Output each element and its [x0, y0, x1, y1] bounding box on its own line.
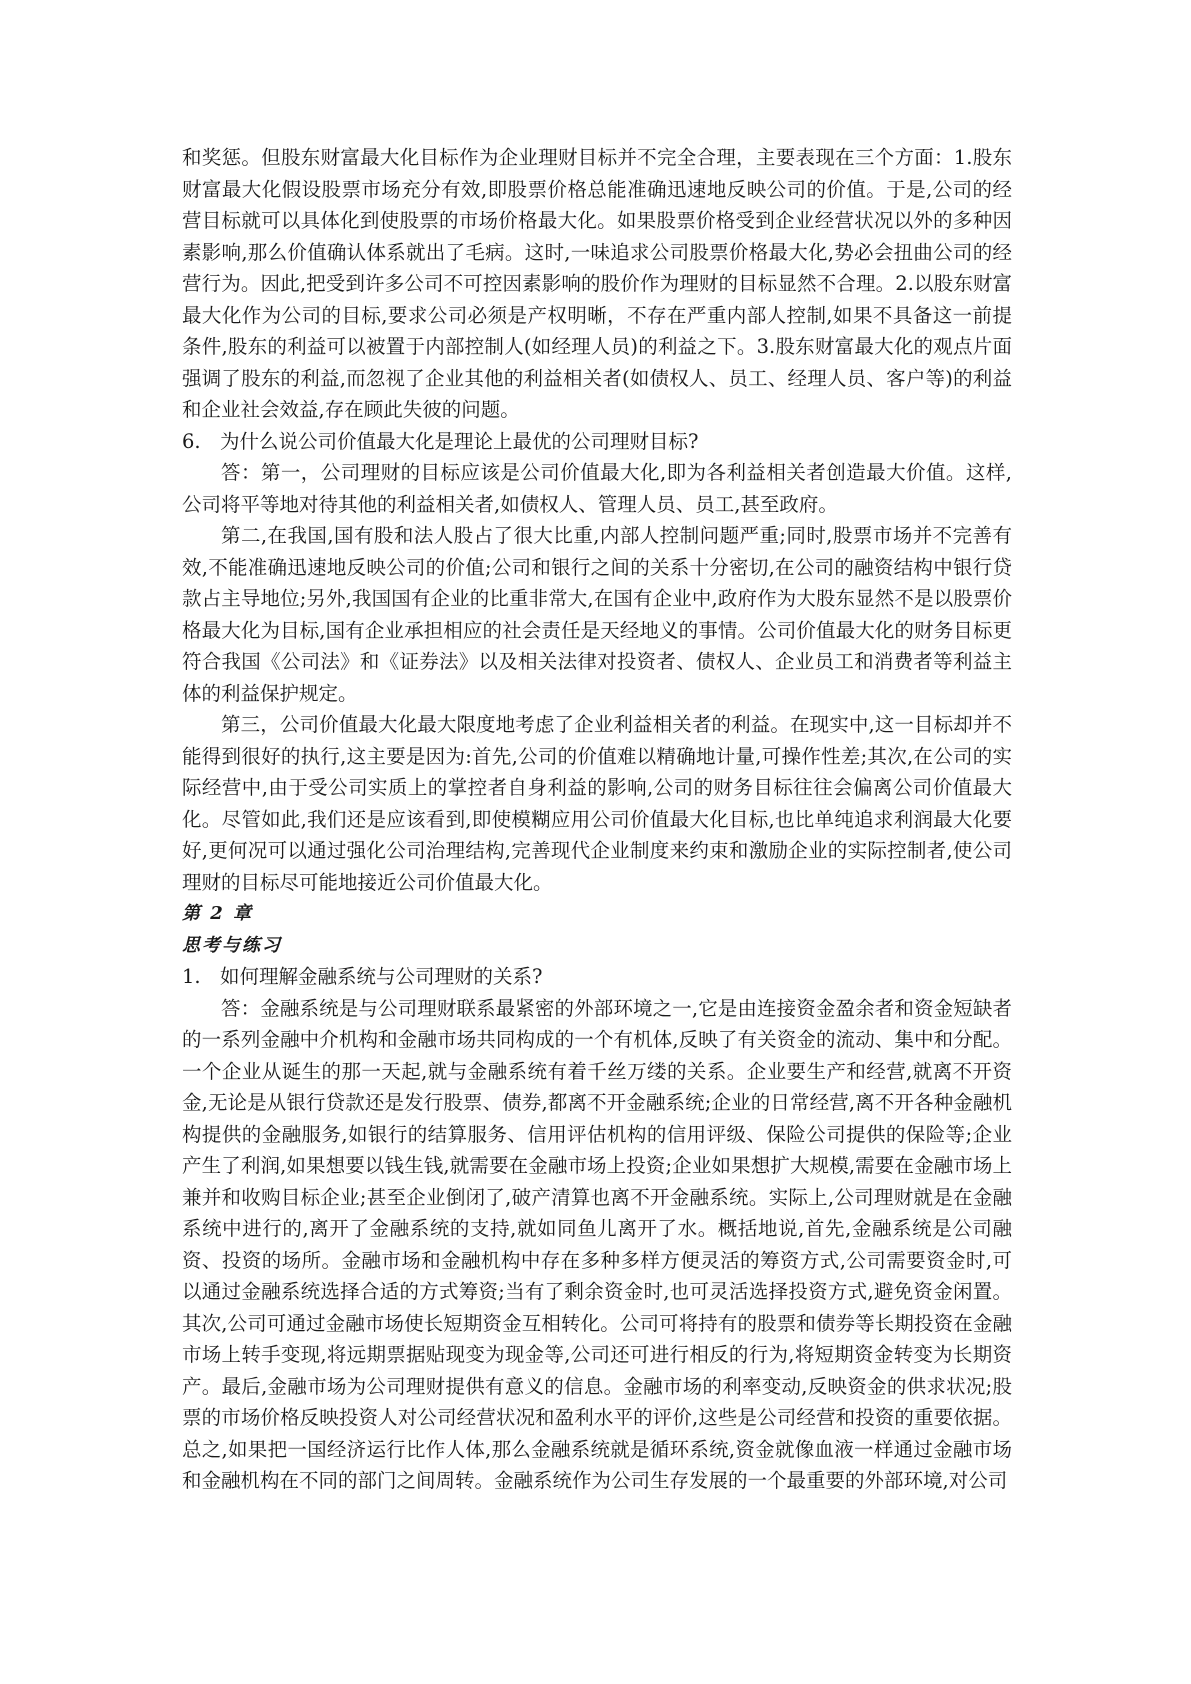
intro-paragraph: 和奖惩。但股东财富最大化目标作为企业理财目标并不完全合理，主要表现在三个方面：1.股东财富最大化假设股票市场充分有效,即股票价格总能准确迅速地反映公司的价值。于是,公司的经营目标就可以具体化到使股票的市场价格最大化。如果股票价格受到企业经营状况以外的多种因素影响,那么价值确认体系就出了毛病。这时,一味追求公司股票价格最大化,势必会扭曲公司的经营行为。因此,把受到许多公司不可控因素影响的股价作为理财的目标显然不合理。2.以股东财富最大化作为公司的目标,要求公司必须是产权明晰，不存在严重内部人控制,如果不具备这一前提条件,股东的利益可以被置于内部控制人(如经理人员)的利益之下。3.股东财富最大化的观点片面强调了股东的利益,而忽视了企业其他的利益相关者(如债权人、员工、经理人员、客户等)的利益和企业社会效益,存在顾此失彼的问题。 [182, 146, 1012, 421]
answer-1-paragraph-1: 答：金融系统是与公司理财联系最紧密的外部环境之一,它是由连接资金盈余者和资金短缺者的一系列金融中介机构和金融市场共同构成的一个有机体,反映了有关资金的流动、集中和分配。一个企业从诞生的那一天起,就与金融系统有着千丝万缕的关系。企业要生产和经营,就离不开资金,无论是从银行贷款还是发行股票、债券,都离不开金融系统;企业的日常经营,离不开各种金融机构提供的金融服务,如银行的结算服务、信用评估机构的信用评级、保险公司提供的保险等;企业产生了利润,如果想要以钱生钱,就需要在金融市场上投资;企业如果想扩大规模,需要在金融市场上兼并和收购目标企业;甚至企业倒闭了,破产清算也离不开金融系统。实际上,公司理财就是在金融系统中进行的,离开了金融系统的支持,就如同鱼儿离开了水。概括地说,首先,金融系统是公司融资、投资的场所。金融市场和金融机构中存在多种多样方便灵活的筹资方式,公司需要资金时,可以通过金融系统选择合适的方式筹资;当有了剩余资金时,也可灵活选择投资方式,避免资金闲置。其次,公司可通过金融市场使长短期资金互相转化。公司可将持有的股票和债券等长期投资在金融市场上转手变现,将远期票据贴现变为现金等,公司还可进行相反的行为,将短期资金转变为长期资产。最后,金融市场为公司理财提供有意义的信息。金融市场的利率变动,反映资金的供求状况;股票的市场价格反映投资人对公司经营状况和盈利水平的评价,这些是公司经营和投资的重要依据。总之,如果把一国经济运行比作人体,那么金融系统就是循环系统,资金就像血液一样通过金融市场和金融机构在不同的部门之间周转。金融系统作为公司生存发展的一个最重要的外部环境,对公司 [182, 996, 1012, 1492]
question-1 [182, 961, 1012, 993]
question-6-number: 6. [182, 429, 201, 453]
answer-6-paragraph-3: 第三，公司价值最大化最大限度地考虑了企业利益相关者的利益。在现实中,这一目标却并不能得到很好的执行,这主要是因为:首先,公司的价值难以精确地计量,可操作性差;其次,在公司的实际经营中,由于受公司实质上的掌控者自身利益的影响,公司的财务目标往往会偏离公司价值最大化。尽管如此,我们还是应该看到,即使模糊应用公司价值最大化目标,也比单纯追求利润最大化要好,更何况可以通过强化公司治理结构,完善现代企业制度来约束和激励企业的实际控制者,使公司理财的目标尽可能地接近公司价值最大化。 [182, 713, 1012, 894]
section-heading: 思考与练习 [182, 934, 282, 956]
question-6 [182, 426, 1012, 458]
question-1-number: 1. [182, 965, 201, 988]
question-6-text: 为什么说公司价值最大化是理论上最优的公司理财目标? [220, 429, 699, 453]
answer-6-paragraph-1: 答：第一，公司理财的目标应该是公司价值最大化,即为各利益相关者创造最大价值。这样,公司将平等地对待其他的利益相关者,如债权人、管理人员、员工,甚至政府。 [182, 461, 1012, 516]
chapter-heading: 第 2 章 [182, 903, 254, 924]
answer-6-paragraph-2: 第二,在我国,国有股和法人股占了很大比重,内部人控制问题严重;同时,股票市场并不完善有效,不能准确迅速地反映公司的价值;公司和银行之间的关系十分密切,在公司的融资结构中银行贷款占主导地位;另外,我国国有企业的比重非常大,在国有企业中,政府作为大股东显然不是以股票价格最大化为目标,国有企业承担相应的社会责任是天经地义的事情。公司价值最大化的财务目标更符合我国《公司法》和《证券法》以及相关法律对投资者、债权人、企业员工和消费者等利益主体的利益保护规定。 [182, 524, 1012, 705]
document-page [182, 142, 1012, 1497]
question-1-text: 如何理解金融系统与公司理财的关系? [220, 965, 543, 988]
